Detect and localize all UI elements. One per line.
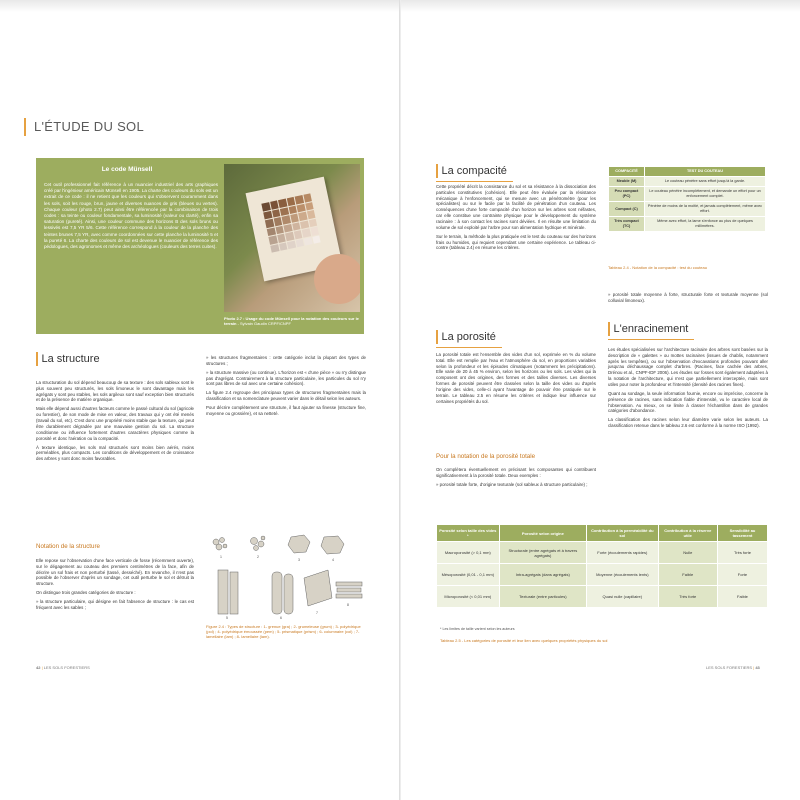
- table-cell: Pénètre de moins de la moitié, et jamais complètement, même avec effort.: [645, 202, 766, 217]
- munsell-caption-credit: - Sylvain Gaudin CRPF/CNPF: [236, 321, 291, 327]
- table-cell: Structurale (entre agrégats et à travers agrégats): [499, 542, 586, 564]
- table-compacite: [608, 166, 766, 232]
- table-cell: Très forte: [658, 586, 717, 608]
- compacite-column: [436, 184, 596, 254]
- structure-types-drawing: [206, 532, 366, 620]
- munsell-text: Cet outil professionnel fait référence à un nuancier industriel des arts graphiques créé par l'ingénieur américain Münsell en 1905. La charte des couleurs du sols est un extrait de ce code : il ne retient que les couleurs qui s'observent couramment dans les sols, soit les rouge, brun, jaune et diverses nuances de gris (bleues ou vertes). Chaque couleur (photo 2.7) peut ainsi être référencée par la combinaison de trois codes : sa teinte ou couleur fondamentale, sa luminosité (valeur ou clarté), enfin sa saturation (pureté). Ainsi, une couleur commune des horizons B des sols bruns ou lessivés est 7,5 YR 5/6. Cette référence correspond à la couleur de la planche des teintes brunes 7,5 YR, avec comme coordonnées sur cette planche la luminosité 5 et la pureté 6. La charte des couleurs de sol est devenue le nuancier de référence des pédologues, des agronomes et même des archéologues (couleurs des terres cuites).: [44, 182, 218, 249]
- figure-number: 2: [257, 555, 259, 559]
- table-header: COMPACITÉ: [609, 167, 645, 177]
- table-header: Contribution à la réserve utile: [658, 525, 717, 542]
- table-porosite-caption: Tableau 2.5 - Les catégories de porosité et leur lien avec quelques propriétés physiques du sol: [440, 638, 608, 643]
- table-cell: Meuble (M): [609, 177, 645, 187]
- footer-right: LES SOLS FORESTIERS | 43: [706, 665, 760, 670]
- table-cell: Très compact (TC): [609, 217, 645, 232]
- table-header: TEST DU COUTEAU: [645, 167, 766, 177]
- table-cell: Quasi nulle (capillaire): [587, 586, 658, 608]
- table-cell: Même avec effort, la lame s'enfonce au plus de quelques millimètres.: [645, 217, 766, 232]
- paragraph: On complètera éventuellement en précisant les composantes qui contribuent significativement à la porosité totale. Deux exemples :: [436, 467, 596, 478]
- table-row: [437, 586, 768, 608]
- accent-bar: [24, 118, 26, 136]
- table-cell: Faible: [658, 564, 717, 586]
- structure-types-figure: [206, 532, 366, 620]
- accent-bar: [436, 164, 438, 178]
- table-row: [609, 202, 766, 217]
- table-header: Porosité selon origine: [499, 525, 586, 542]
- page-number: 42: [36, 665, 41, 670]
- porosite-column: [436, 352, 596, 408]
- table-cell: Le couteau pénètre incomplètement, et demande un effort pour un enfoncement complet.: [645, 187, 766, 202]
- paragraph: Elle repose sur l'observation d'une face verticale de fosse (récemment ouverte), sur le dégagement au couteau des premiers centimètres de la face, afin de décrire un sol frais et non perturbé (tassé, desséché). En revanche, il n'est pas possible de l'observer d'après un sondage, cet outil perturbe le sol et détruit la structure.: [36, 558, 194, 587]
- running-footer-label: LES SOLS FORESTIERS: [43, 665, 90, 670]
- figure-caption-structure: Figure 2.4 : Types de structure : 1- grenue (gra) ; 2- grumeleuse (grum) ; 3- polyédrique (pol) ; 4- polyédrique émoussée (pem) ; 5- prismatique (prism) ; 6- columnaire (col) ; 7- lamellaire (lam) ; 8- lamellaire (lam).: [206, 624, 361, 640]
- table-cell: Faible: [717, 586, 767, 608]
- structure-granular-1: [213, 538, 227, 551]
- paragraph: La classification des racines selon leur diamètre varie selon les auteurs. La classification retenue dans le tableau 2.6 est conforme à la norme ISO (1992).: [608, 417, 768, 429]
- table-cell: Moyenne (écoulements lents): [587, 564, 658, 586]
- accent-bar: [36, 352, 38, 366]
- table-row: [437, 564, 768, 586]
- structure-columnar-6: [272, 572, 282, 614]
- figure-number: 3: [298, 558, 300, 562]
- table-header: Contribution à la perméabilité du sol: [587, 525, 658, 542]
- structure-left-column: [36, 380, 194, 465]
- munsell-title: Le code Münsell: [101, 166, 153, 173]
- subheading-notation-structure: Notation de la structure: [36, 543, 100, 550]
- heading-porosite: [436, 330, 496, 345]
- paragraph: On distingue trois grandes catégories de structure :: [36, 590, 136, 596]
- table-compacite-caption: Tableau 2.4 - Notation de la compacité : test du couteau: [608, 265, 707, 270]
- table-porosite-note: * Les limites de taille varient selon les auteurs: [440, 627, 515, 631]
- table-cell: Forte: [717, 564, 767, 586]
- section-title-text: L'ÉTUDE DU SOL: [34, 119, 144, 135]
- figure-number: 1: [220, 555, 222, 559]
- heading-enracinement: [608, 322, 688, 337]
- paragraph: Cette propriété décrit la consistance du sol et sa résistance à la dissociation des particules constitutives (cohésion). Elle peut être évaluée par la résistance mécanique à l'enfoncement, qui se mesure avec un pénétromètre (pour les spécialistes) ou sur le facile par la facilité de pénétration d'un couteau. Les conséquences d'une forte compacité d'un horizon sur les arbres sont néfastes, car elle constitue une contrainte physique pour le développement du système racinaire : à son contact les racines sont déviées. Il en résulte une limitation du volume de sol exploité par l'arbre pour son alimentation hydrique et minérale.: [436, 184, 596, 230]
- paragraph: » porosité totale moyenne à forte, structurale forte et texturale moyenne (sol colluvial limoneux).: [608, 292, 768, 303]
- paragraph: » les structures fragmentaires : cette catégorie inclut la plupart des types de structures ;: [206, 355, 366, 366]
- structure-notation-column: [36, 558, 194, 614]
- heading-structure: [36, 352, 100, 367]
- table-cell: Texturale (entre particules): [499, 586, 586, 608]
- table-cell: Microporosité (< 0,01 mm): [437, 586, 500, 608]
- porosite-notation-column: [436, 467, 596, 491]
- page-number: 43: [755, 665, 760, 670]
- heading-compacite: [436, 164, 507, 179]
- figure-number: 5: [226, 616, 228, 620]
- figure-number: 7: [316, 611, 318, 615]
- structure-prismatic-5: [218, 570, 228, 614]
- paragraph: La figure 2.4 regroupe des principaux types de structures fragmentaires mais la classification et sa nomenclature peuvent varier dans le détail selon les auteurs.: [206, 390, 366, 402]
- paragraph: Quant au sondage, la seule information fournie, encore ou imprécise, concerne la présence de racines, sans indication fiable d'intensité, vu le caractère local de l'observation. Au mieux, on se limite à classer l'échantillon dans de grandes catégories d'abondance.: [608, 390, 768, 414]
- figure-number: 8: [347, 603, 349, 607]
- heading-enracinement-text: L'enracinement: [613, 323, 689, 335]
- structure-right-column: [206, 355, 366, 420]
- structure-lamellar-8: [336, 582, 362, 598]
- paragraph: Sur le terrain, la méthode la plus pratiquée est le test du couteau sur des horizons frais ou humides, qui requiert cependant une certaine expérience. Le tableau ci-contre (tableau 2.4) en résume les critères.: [436, 233, 596, 251]
- running-footer-label: LES SOLS FORESTIERS: [706, 665, 753, 670]
- structure-subangular-4: [321, 536, 344, 554]
- paragraph: » la structure massive (ou continue). L'horizon est « d'une pièce » ou n'y distingue pas d'agrégat. Contrairement à la structure particulaire, les particules du sol n'y sont pas libres de sol avec une certaine cohésion).: [206, 369, 366, 387]
- figure-number: 4: [332, 558, 334, 562]
- book-gutter: [399, 0, 401, 800]
- footer-left: 42 | LES SOLS FORESTIERS: [36, 665, 90, 670]
- paragraph: » porosité totale forte, d'origine texturale (sol sableux à structure particulaire) ;: [436, 481, 588, 487]
- heading-structure-text: La structure: [41, 353, 100, 365]
- table-cell: Intra-agrégats (dans agrégats): [499, 564, 586, 586]
- munsell-caption-label: Photo 2.7 : Usage du code Münsell pour la notation des couleurs sur le terrain: [224, 316, 359, 327]
- accent-bar: [436, 330, 438, 344]
- table-cell: Mésoporosité (0,01 - 0,1 mm): [437, 564, 500, 586]
- figure-number: 6: [280, 616, 282, 620]
- paragraph: » la structure particulaire, qui désigne en fait l'absence de structure : le cas est fréquent avec les sables ;: [36, 599, 194, 611]
- accent-bar: [608, 322, 610, 336]
- paragraph: Les études spécialisées sur l'architecture racinaire des arbres sont basées sur la description de « galettes » ou mottes racinaires (issues de chablis, notamment après les tempêtes), ou sur l'observation d'excavations profondes pouvant aller jusqu'au déchaussage complet d'arbres. (Racines, face cachée des arbres, Drénou et al., CNPF-IDF 2006). Les études sur fosses sont également adaptées à la notation de l'architecture, qui n'est que partiellement interceptée, mais sont utiles pour noter la profondeur et l'intensité (densité des racines fines).: [608, 347, 768, 387]
- munsell-photo-caption: [224, 316, 360, 326]
- paragraph: Pour décrire complètement une structure, il faut ajouter sa finesse (structure fine, moyenne ou grossière), et sa netteté.: [206, 405, 366, 417]
- table-row: [609, 187, 766, 202]
- table-cell: Macroporosité (> 0,1 mm): [437, 542, 500, 564]
- paragraph: Mais elle dépend aussi d'autres facteurs comme le passé cultural du sol (agricole ou forestier), de son mode de mise en valeur, des travaux qui y ont été menés (travail du sol, etc). C'est donc une propriété moins stable que la texture, qui peut être durablement dégradée par une mauvaise gestion du sol. La structure conditionne ou influence fortement d'autres caractères physiques comme la porosité et donc l'aération ou la compacité.: [36, 406, 194, 441]
- section-title: [24, 118, 144, 136]
- munsell-box: [36, 158, 364, 334]
- structure-polyhedral-3: [288, 535, 310, 553]
- table-cell: Nulle: [658, 542, 717, 564]
- munsell-photo: [224, 164, 360, 312]
- structure-crumb-2: [251, 536, 266, 551]
- subheading-notation-porosite: Pour la notation de la porosité totale: [436, 453, 536, 460]
- table-cell: Très forte: [717, 542, 767, 564]
- table-cell: Le couteau pénètre sans effort jusqu'à la garde.: [645, 177, 766, 187]
- table-row: [609, 177, 766, 187]
- heading-porosite-text: La porosité: [441, 331, 496, 343]
- table-cell: Compact (C): [609, 202, 645, 217]
- munsell-color-chips: [261, 193, 320, 252]
- paragraph: La structuration du sol dépend beaucoup de sa texture : des sols sableux sont le plus souvent peu structurés, les sols limoneux le sont davantage mais les agrégats y sont peu stables, les sols argileux sont sauf exception bien structurés et de la présence de matière organique.: [36, 380, 194, 403]
- table-row: [609, 217, 766, 232]
- compacite-right-text: [608, 292, 768, 307]
- paragraph: La porosité totale est l'ensemble des vides d'un sol, exprimée en % du volume total. Elle est remplie par l'eau et l'atmosphère du sol, en proportions variables selon la profondeur et les épisodes climatiques (notamment les précipitations). Elle varie de 20 à 45 % environ, selon les horizons ou les sols. Les vides qui la composent ont des origines, des formes et des tailles diverses. Les diverses formes de porosité peuvent être classées selon la taille des vides ou d'après l'origine des vides, celle-ci ayant l'avantage de pouvoir être pratiquée sur le terrain. Le tableau 2.5 en résume les critères et indique leur influence sur certaines propriétés du sol.: [436, 352, 596, 404]
- table-cell: Peu compact (PC): [609, 187, 645, 202]
- table-header: Sensibilité au tassement: [717, 525, 767, 542]
- enracinement-column: [608, 347, 768, 432]
- heading-compacite-text: La compacité: [441, 165, 507, 177]
- paragraph: À texture identique, les sols mal structurés sont moins bien aérés, moins perméables, plus compacts. Les conditions de développement et de croissance des arbres y sont donc moins favorables.: [36, 444, 194, 462]
- table-porosite: [436, 524, 768, 608]
- hand: [314, 254, 360, 304]
- table-row: [437, 542, 768, 564]
- table-cell: Forte (écoulements rapides): [587, 542, 658, 564]
- table-header: Porosité selon taille des vides *: [437, 525, 500, 542]
- structure-lamellar-7: [304, 570, 332, 606]
